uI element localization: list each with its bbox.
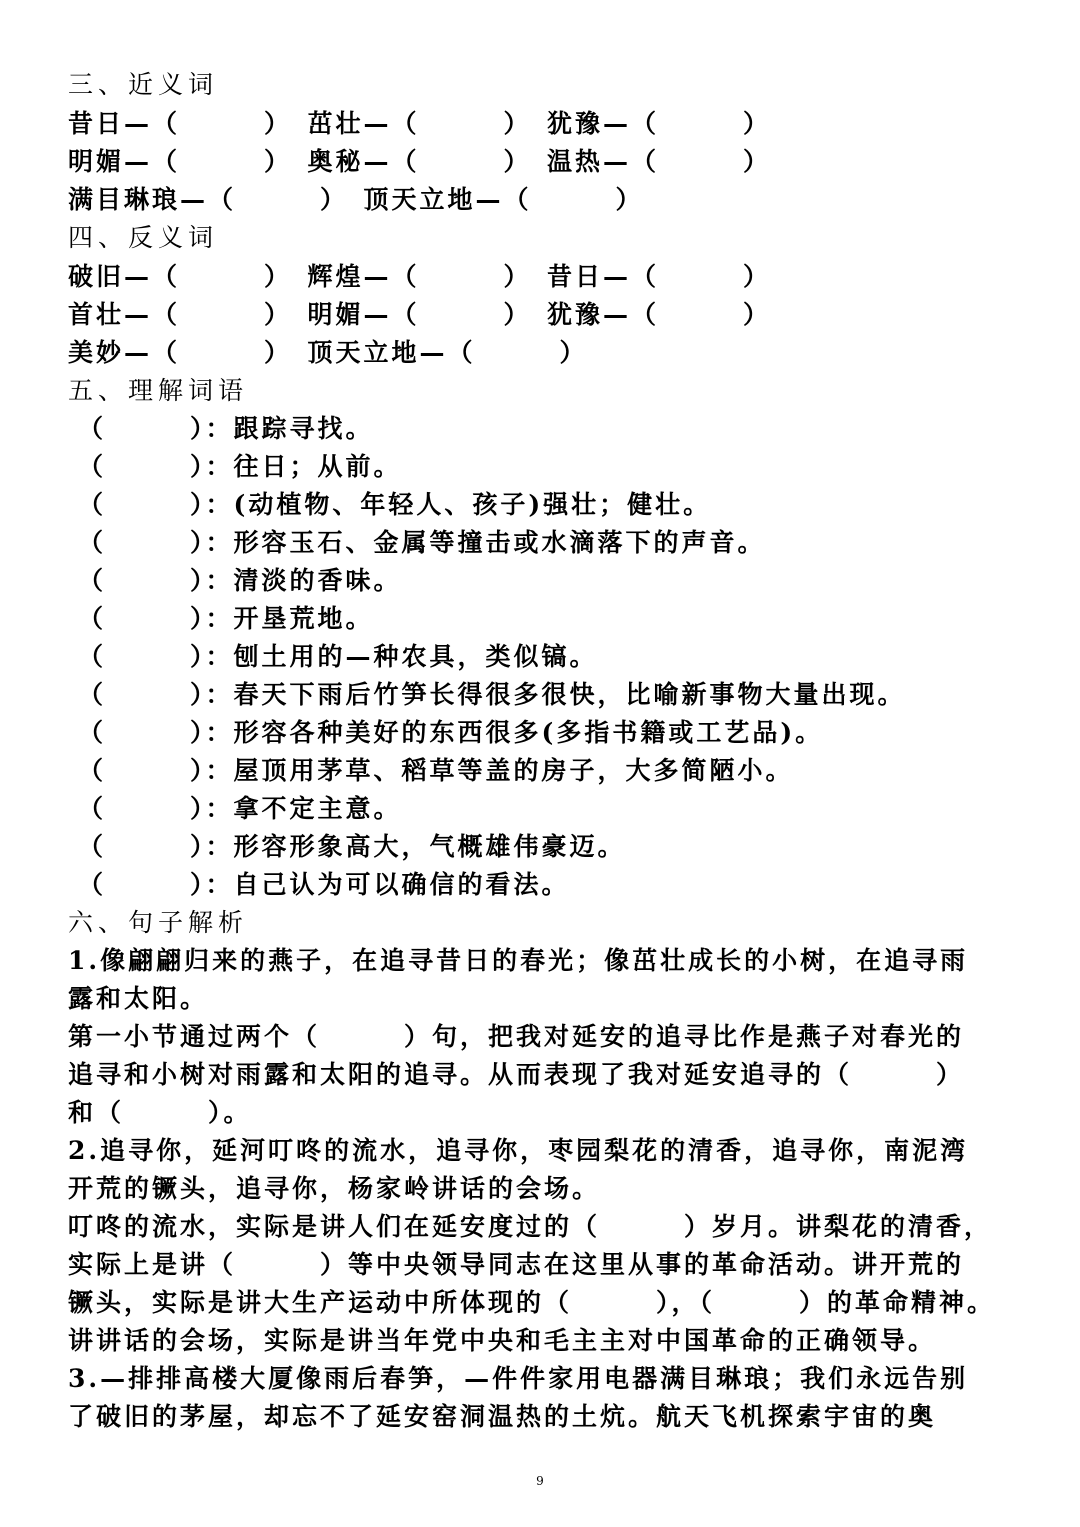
definition-row: （ ）：往日；从前。 (78, 452, 402, 481)
paragraph-line: 叮咚的流水，实际是讲人们在延安度过的（ ）岁月。讲梨花的清香， (68, 1212, 993, 1241)
section-heading-antonyms: 四、反义词 (68, 223, 219, 252)
paragraph-line: 追寻和小树对雨露和太阳的追寻。从而表现了我对延安追寻的（ ） (68, 1060, 965, 1089)
synonym-row-3: 满目琳琅—（ ） 顶天立地—（ ） (68, 185, 644, 214)
definition-row: （ ）：自己认为可以确信的看法。 (78, 870, 570, 899)
section-heading-synonyms: 三、近义词 (68, 70, 219, 99)
definition-row: （ ）：清淡的香味。 (78, 566, 402, 595)
antonym-row-3: 美妙—（ ） 顶天立地—（ ） (68, 338, 588, 367)
paragraph-line: 1.像翩翩归来的燕子，在追寻昔日的春光；像茁壮成长的小树，在追寻雨 (68, 946, 969, 975)
definition-row: （ ）：形容各种美好的东西很多(多指书籍或工艺品)。 (78, 718, 824, 747)
definition-row: （ ）：拿不定主意。 (78, 794, 402, 823)
definition-row: （ ）：屋顶用茅草、稻草等盖的房子，大多简陋小。 (78, 756, 794, 785)
paragraph-line: 开荒的镢头，追寻你，杨家岭讲话的会场。 (68, 1174, 601, 1203)
paragraph-line: 3.—排排高楼大厦像雨后春笋，—件件家用电器满目琳琅；我们永远告别 (68, 1364, 969, 1393)
synonym-row-2: 明媚—（ ） 奥秘—（ ） 温热—（ ） (68, 147, 772, 176)
definition-row: （ ）：春天下雨后竹笋长得很多很快，比喻新事物大量出现。 (78, 680, 906, 709)
section-heading-sentence-analysis: 六、句子解析 (68, 908, 249, 937)
paragraph-line: 第一小节通过两个（ ）句，把我对延安的追寻比作是燕子对春光的 (68, 1022, 965, 1051)
antonym-row-1: 破旧—（ ） 辉煌—（ ） 昔日—（ ） (68, 262, 772, 291)
paragraph-line: 2.追寻你，延河叮咚的流水，追寻你，枣园梨花的清香，追寻你，南泥湾 (68, 1136, 969, 1165)
definition-row: （ ）：刨土用的—种农具，类似镐。 (78, 642, 598, 671)
paragraph-line: 和（ ）。 (68, 1098, 252, 1127)
paragraph-line: 镢头，实际是讲大生产运动中所体现的（ ），（ ）的革命精神。 (68, 1288, 996, 1317)
paragraph-line: 露和太阳。 (68, 984, 209, 1013)
paragraph-line: 实际上是讲（ ）等中央领导同志在这里从事的革命活动。讲开荒的 (68, 1250, 965, 1279)
definition-row: （ ）：(动植物、年轻人、孩子)强壮；健壮。 (78, 490, 712, 519)
paragraph-line: 了破旧的茅屋，却忘不了延安窑洞温热的土炕。航天飞机探索宇宙的奥 (68, 1402, 937, 1431)
paragraph-line: 讲讲话的会场，实际是讲当年党中央和毛主主对中国革命的正确领导。 (68, 1326, 937, 1355)
synonym-row-1: 昔日—（ ） 茁壮—（ ） 犹豫—（ ） (68, 109, 772, 138)
section-heading-word-meaning: 五、理解词语 (68, 376, 249, 405)
antonym-row-2: 首壮—（ ） 明媚—（ ） 犹豫—（ ） (68, 300, 772, 329)
definition-row: （ ）：开垦荒地。 (78, 604, 374, 633)
definition-row: （ ）：形容玉石、金属等撞击或水滴落下的声音。 (78, 528, 766, 557)
definition-row: （ ）：跟踪寻找。 (78, 414, 374, 443)
definition-row: （ ）：形容形象高大，气概雄伟豪迈。 (78, 832, 626, 861)
page-number: 9 (536, 1474, 544, 1488)
